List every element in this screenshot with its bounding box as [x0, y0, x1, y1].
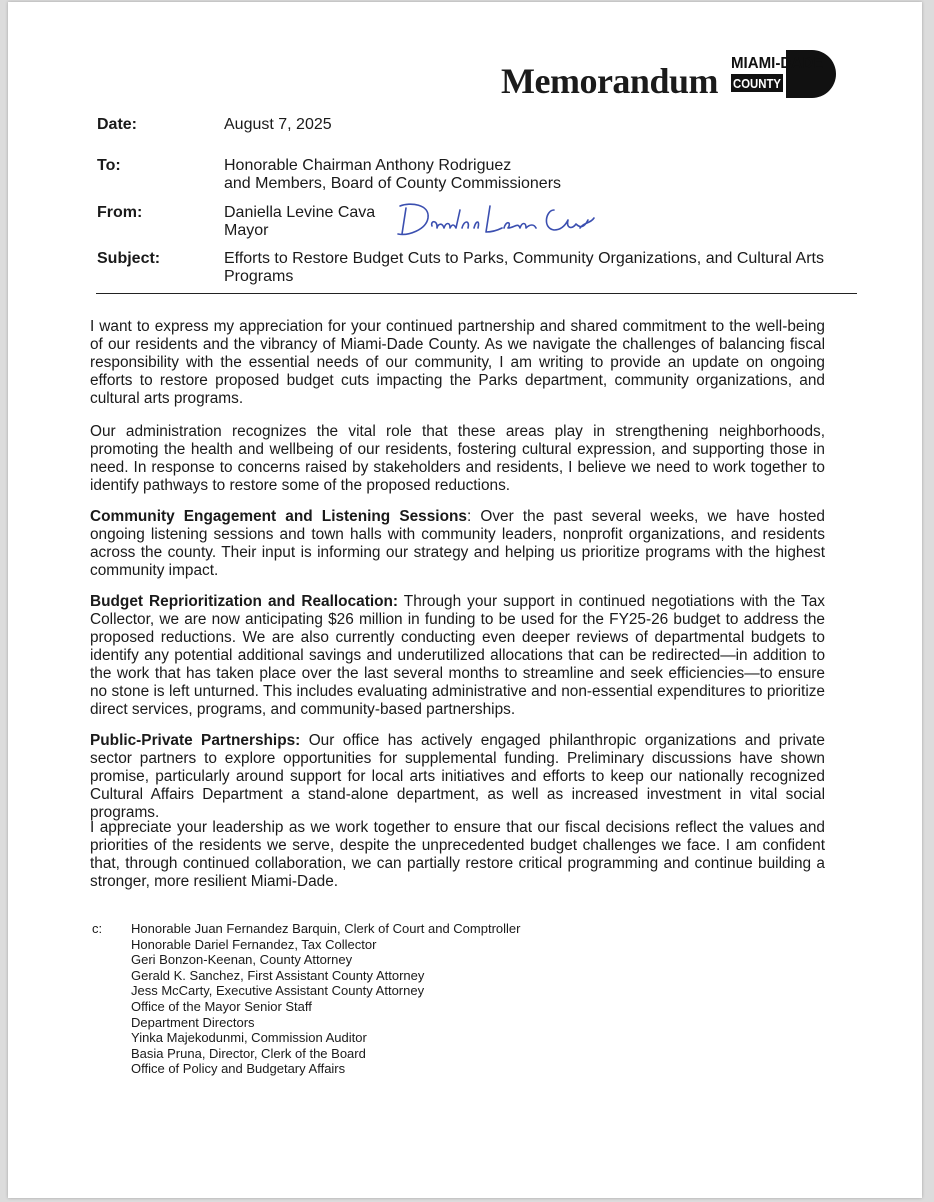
budget-reprioritization-text: Through your support in continued negotiations with the Tax Collector, we are now anticipating $26 million in funding to be used for the FY25-26 budget to address the proposed reductions. We are also currently conducting even deeper reviews of departmental budgets to identify any potential additional savings and underutilized allocations that can be redirected—in addition to the work that has taken place over the last several months to streamline and seek efficiencies—to ensure no stone is left unturned. This includes evaluating administrative and non-essential expenditures to prioritize direct services, programs, and community-based partnerships. [90, 593, 825, 718]
paragraph-intro: I want to express my appreciation for your continued partnership and shared commitment to the well-being of our residents and the vibrancy of Miami-Dade County. As we navigate the challenges of balancing fiscal responsibility with the essential needs of our community, I am writing to provide an update on ongoing efforts to restore proposed budget cuts impacting the Parks department, community organizations, and cultural arts programs. [90, 318, 825, 407]
paragraph-budget-reprioritization [90, 593, 825, 719]
paragraph-closing: I appreciate your leadership as we work together to ensure that our fiscal decisions reflect the values and priorities of the residents we serve, despite the unprecedented budget challenges we face. I am confident that, through continued collaboration, we can partially restore critical programming and continue building a stronger, more resilient Miami-Dade. [90, 819, 825, 890]
cc-label: c: [92, 921, 103, 936]
cc-recipient: Honorable Dariel Fernandez, Tax Collector [131, 936, 377, 952]
cc-recipient: Honorable Juan Fernandez Barquin, Clerk of Court and Comptroller [131, 921, 521, 936]
date-label: Date: [97, 116, 138, 133]
from-label: From: [97, 204, 143, 221]
paragraph-public-private [90, 732, 825, 822]
cc-recipient: Office of the Mayor Senior Staff [131, 998, 312, 1014]
subject-label: Subject: [97, 250, 161, 267]
community-engagement-heading: Community Engagement and Listening Sessions [90, 508, 467, 525]
logo-line2: COUNTY [733, 76, 782, 91]
public-private-heading: Public-Private Partnerships: [90, 732, 301, 749]
to-line2: and Members, Board of County Commissioners [224, 175, 562, 192]
to-value [224, 157, 864, 193]
header-divider [96, 293, 857, 294]
memo-title: Memorandum [501, 61, 718, 101]
cc-recipient: Office of Policy and Budgetary Affairs [131, 1061, 346, 1077]
subject-value: Efforts to Restore Budget Cuts to Parks, Community Organizations, and Cultural Arts Programs [224, 250, 824, 285]
memo-page [8, 2, 922, 1198]
from-line1: Daniella Levine Cava [224, 204, 376, 221]
paragraph-administration: Our administration recognizes the vital role that these areas play in strengthening neighborhoods, promoting the health and wellbeing of our residents, fostering cultural expression, and supporting those in need. In response to concerns raised by stakeholders and residents, I believe we need to work together to identify pathways to restore some of the proposed reductions. [90, 423, 825, 494]
to-label: To: [97, 157, 121, 174]
cc-recipient: Geri Bonzon-Keenan, County Attorney [131, 952, 353, 968]
public-private-text: Our office has actively engaged philanthropic organizations and private sector partners to explore opportunities for supplemental funding. Preliminary discussions have shown promise, particularly around support for local arts initiatives and efforts to keep our nationally recognized Cultural Affairs Department a stand-alone department, as well as increased investment in vital social programs. [90, 732, 825, 821]
community-engagement-text: : Over the past several weeks, we have hosted ongoing listening sessions and town halls with community leaders, nonprofit organizations, and residents across the county. Their input is informing our strategy and helping us prioritize programs with the highest community impact. [90, 508, 825, 579]
cc-recipient: Jess McCarty, Executive Assistant County Attorney [131, 983, 425, 999]
cc-recipient: Department Directors [131, 1014, 255, 1030]
from-line2: Mayor [224, 222, 269, 239]
cc-recipient: Gerald K. Sanchez, First Assistant County Attorney [131, 967, 425, 983]
paragraph-community-engagement [90, 508, 825, 580]
cc-list [131, 921, 520, 1077]
date-value: August 7, 2025 [224, 116, 332, 133]
logo-line1: MIAMI-DADE [731, 55, 823, 72]
cc-recipient: Basia Pruna, Director, Clerk of the Board [131, 1045, 366, 1061]
budget-reprioritization-heading: Budget Reprioritization and Reallocation: [90, 593, 399, 610]
cc-recipient: Yinka Majekodunmi, Commission Auditor [131, 1030, 367, 1046]
miami-dade-county-logo [730, 46, 836, 102]
mayor-signature [390, 198, 600, 246]
to-line1: Honorable Chairman Anthony Rodriguez [224, 157, 512, 174]
